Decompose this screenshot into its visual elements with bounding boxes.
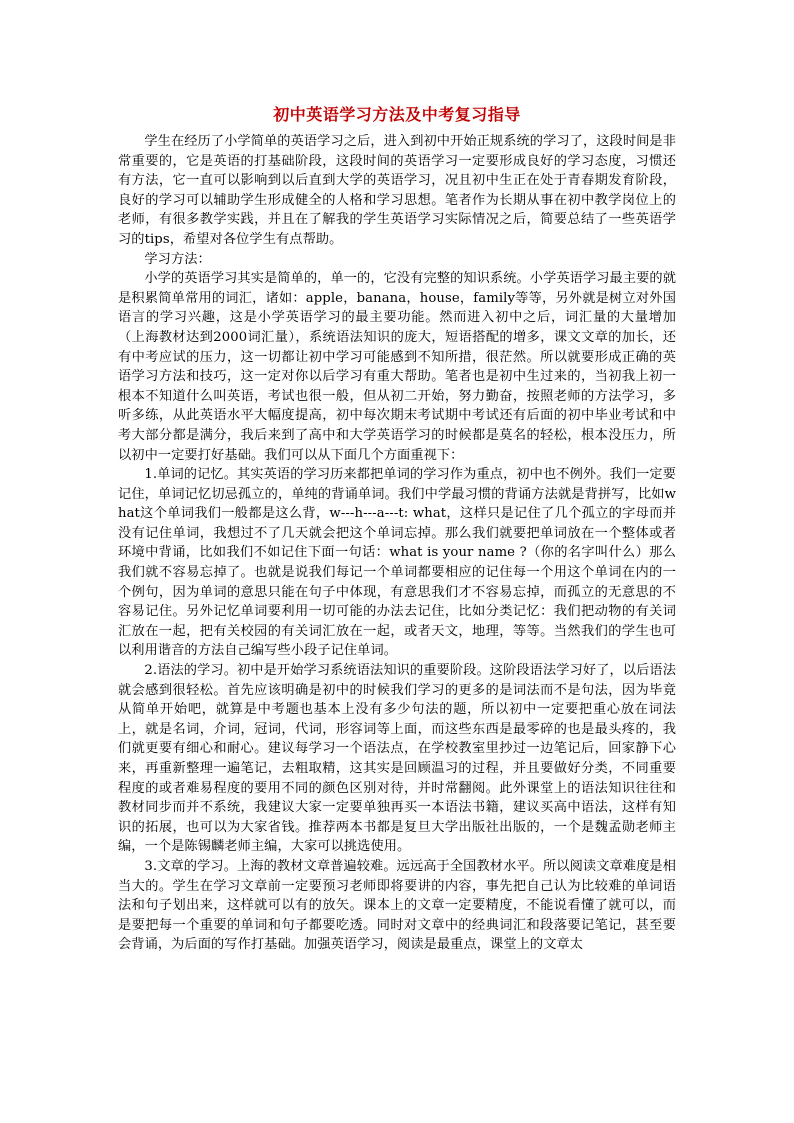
intro-paragraph: 学生在经历了小学简单的英语学习之后，进入到初中开始正规系统的学习了，这段时间是非常重要的，它是英语的打基础阶段，这段时间的英语学习一定要形成良好的学习态度，习惯还有方法，它一直可以影响到以后直到大学的英语学习，况且初中生正在处于青春期发育阶段，良好的学习可以辅助学生形成健全的人格和学习思想。笔者作为长期从事在初中教学岗位上的老师，有很多教学实践，并且在了解我的学生英语学习实际情况之后，简要总结了一些英语学习的tips，希望对各位学生有点帮助。	[118, 134, 676, 247]
methods-overview-paragraph: 小学的英语学习其实是简单的，单一的，它没有完整的知识系统。小学英语学习最主要的就是积累简单常用的词汇，诸如：apple，banana，house，family等等，另外就是树立对外国语言的学习兴趣，这是小学英语学习的最主要功能。然而进入初中之后，词汇量的大量增加（上海教材达到2000词汇量），系统语法知识的庞大，短语搭配的增多，课文文章的加长，还有中考应试的压力，这一切都让初中学习可能感到不知所措，很茫然。所以就要形成正确的英语学习方法和技巧，这一定对你以后学习有重大帮助。笔者也是初中生过来的，当初我上初一根本不知道什么叫英语，考试也很一般，但从初二开始，努力勤奋，按照老师的方法学习，多听多练，从此英语水平大幅度提高，初中每次期末考试期中考试还有后面的初中毕业考试和中考大部分都是满分，我后来到了高中和大学英语学习的时候都是莫名的轻松，根本没压力，所以初中一定要打好基础。我们可以从下面几个方面重视下：	[118, 271, 676, 463]
article-study-paragraph: 3.文章的学习。上海的教材文章普遍较难。远远高于全国教材水平。所以阅读文章难度是相当大的。学生在学习文章前一定要预习老师即将要讲的内容，事先把自己认为比较难的单词语法和句子划出来，这样就可以有的放矢。课本上的文章一定要精度，不能说看懂了就可以，而是要把每一个重要的单词和句子都要吃透。同时对文章中的经典词汇和段落要记笔记，甚至要会背诵，为后面的写作打基础。加强英语学习，阅读是最重点，课堂上的文章太	[118, 858, 676, 953]
document-page	[118, 104, 676, 955]
document-title: 初中英语学习方法及中考复习指导	[273, 105, 521, 124]
section-heading-methods: 学习方法：	[144, 251, 211, 267]
grammar-study-paragraph: 2.语法的学习。初中是开始学习系统语法知识的重要阶段。这阶段语法学习好了，以后语法就会感到很轻松。首先应该明确是初中的时候我们学习的更多的是词法而不是句法，因为毕竟从简单开始吧，就算是中考题也基本上没有多少句法的题，所以初中一定要把重心放在词法上，就是名词，介词，冠词，代词，形容词等上面，而这些东西是最零碎的也是最头疼的，我们就更要有细心和耐心。建议每学习一个语法点，在学校教室里抄过一边笔记后，回家静下心来，再重新整理一遍笔记，去粗取精，这其实是回顾温习的过程，并且要做好分类，不同重要程度的或者难易程度的要用不同的颜色区别对待，并时常翻阅。此外课堂上的语法知识往往和教材同步而并不系统，我建议大家一定要单独再买一本语法书籍，建议买高中语法，这样有知识的拓展，也可以为大家省钱。推荐两本书都是复旦大学出版社出版的，一个是魏孟勋老师主编，一个是陈锡麟老师主编，大家可以挑选使用。	[118, 663, 676, 855]
vocabulary-memory-paragraph: 1.单词的记忆。其实英语的学习历来都把单词的学习作为重点，初中也不例外。我们一定要记住，单词记忆切忌孤立的，单纯的背诵单词。我们中学最习惯的背诵方法就是背拼写，比如what这个单词我们一般都是这么背，w---h---a---t: what，这样只是记住了几个孤立的字母而并没有记住单词，我想过不了几天就会把这个单词忘掉。那么我们就要把单词放在一个整体或者环境中背诵，比如我们不如记住下面一句话：what is your name ?（你的名字叫什么）那么我们就不容易忘掉了。也就是说我们每记一个单词都要相应的记住每一个用这个单词在内的一个例句，因为单词的意思只能在句子中体现，有意思我们才不容易忘掉，而孤立的无意思的不容易记住。另外记忆单词要利用一切可能的办法去记住，比如分类记忆：我们把动物的有关词汇放在一起，把有关校园的有关词汇放在一起，或者天文，地理，等等。当然我们的学生也可以利用谐音的方法自己编写些小段子记住单词。	[118, 467, 676, 659]
